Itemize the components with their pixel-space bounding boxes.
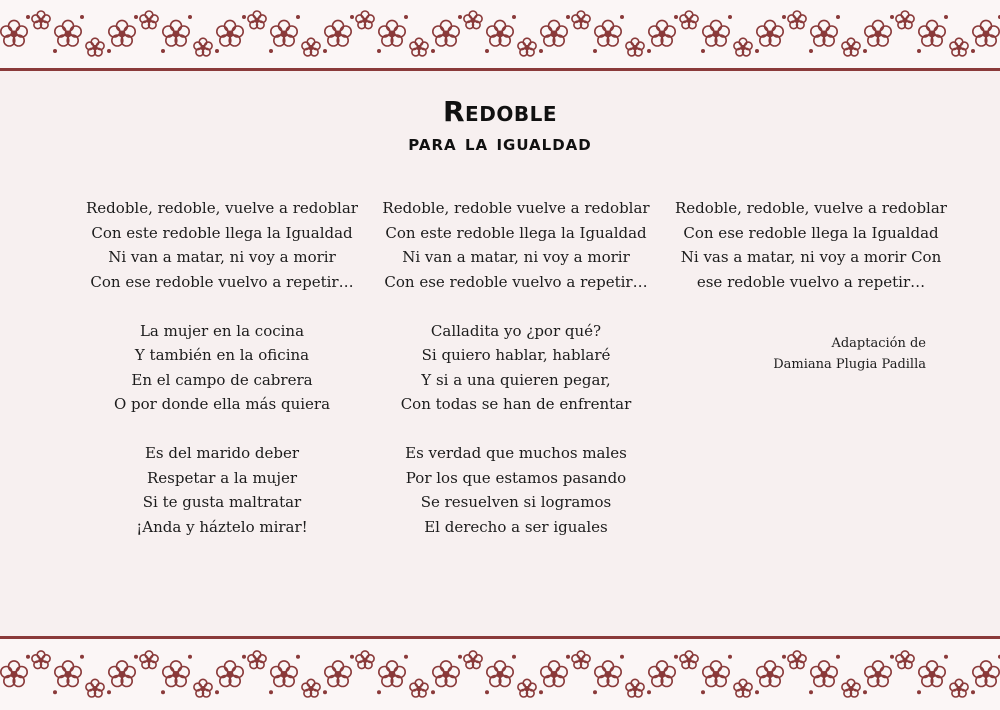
dot-icon	[539, 690, 543, 694]
dot-icon	[566, 655, 570, 659]
stanza	[661, 196, 961, 294]
verse-line: Redoble, redoble vuelve a redoblar	[382, 199, 650, 217]
dot-icon	[593, 690, 597, 694]
flower-icon	[302, 38, 320, 56]
dot-icon	[242, 15, 246, 19]
dot-icon	[80, 15, 84, 19]
verse-line: Por los que estamos pasando	[405, 468, 627, 487]
flower-icon	[950, 38, 968, 56]
dot-icon	[26, 655, 30, 659]
dot-icon	[863, 49, 867, 53]
flower-icon	[788, 651, 806, 669]
dot-icon	[728, 655, 732, 659]
flower-icon	[464, 651, 482, 669]
dot-icon	[944, 655, 948, 659]
flower-icon	[217, 661, 243, 687]
dot-icon	[755, 690, 759, 694]
flower-icon	[734, 679, 752, 697]
flower-icon	[572, 11, 590, 29]
flower-icon	[487, 20, 513, 46]
flower-icon	[464, 11, 482, 29]
dot-icon	[971, 690, 975, 694]
flower-icon	[271, 661, 297, 687]
flower-icon	[541, 20, 567, 46]
flower-icon	[410, 38, 428, 56]
dot-icon	[215, 49, 219, 53]
verse-line: ese redoble vuelvo a repetir…	[696, 272, 926, 291]
verse-line: Calladita yo ¿por qué?	[430, 321, 602, 340]
flower-icon	[55, 661, 81, 687]
dot-icon	[836, 15, 840, 19]
flower-icon	[271, 20, 297, 46]
stanza	[366, 319, 666, 417]
flower-icon	[325, 661, 351, 687]
dot-icon	[80, 655, 84, 659]
flower-icon	[595, 20, 621, 46]
dot-icon	[458, 15, 462, 19]
dot-icon	[593, 49, 597, 53]
verse-line: El derecho a ser iguales	[424, 517, 608, 536]
verse-line: O por donde ella más quiera	[113, 395, 331, 413]
verse-line: Con ese redoble llega la Igualdad	[683, 223, 939, 242]
poem-title	[0, 95, 1000, 157]
flower-icon	[194, 679, 212, 697]
dot-icon	[566, 15, 570, 19]
flower-icon	[1, 20, 27, 46]
flower-icon	[248, 11, 266, 29]
flower-icon	[55, 20, 81, 46]
flower-icon	[163, 20, 189, 46]
dot-icon	[782, 15, 786, 19]
flower-icon	[788, 11, 806, 29]
verse-line: Si te gusta maltratar	[142, 493, 302, 511]
flower-icon	[356, 651, 374, 669]
dot-icon	[917, 690, 921, 694]
dot-icon	[539, 49, 543, 53]
dot-icon	[917, 49, 921, 53]
verse-line: Con ese redoble vuelvo a repetir…	[90, 272, 354, 291]
flower-icon	[109, 661, 135, 687]
credit-label: Adaptación de	[831, 336, 926, 351]
dot-icon	[863, 690, 867, 694]
dot-icon	[809, 49, 813, 53]
flower-icon	[410, 679, 428, 697]
flower-icon	[973, 661, 999, 687]
flower-icon	[626, 679, 644, 697]
verse-line: Se resuelven si logramos	[420, 493, 612, 511]
flower-icon	[379, 661, 405, 687]
verse-line: La mujer en la cocina	[139, 321, 305, 340]
flower-icon	[433, 661, 459, 687]
flower-icon	[703, 20, 729, 46]
dot-icon	[944, 15, 948, 19]
dot-icon	[296, 15, 300, 19]
poem-column-2	[366, 196, 666, 564]
dot-icon	[134, 15, 138, 19]
dot-icon	[188, 655, 192, 659]
dot-icon	[836, 655, 840, 659]
stanza	[72, 196, 372, 294]
poem-column-1	[72, 196, 372, 564]
dot-icon	[53, 49, 57, 53]
flower-icon	[32, 651, 50, 669]
dot-icon	[485, 49, 489, 53]
dot-icon	[647, 690, 651, 694]
flower-icon	[325, 20, 351, 46]
dot-icon	[188, 15, 192, 19]
stanza	[72, 441, 372, 539]
verse-line: Es del marido deber	[144, 444, 300, 462]
verse-line: ¡Anda y háztelo mirar!	[136, 517, 308, 536]
dot-icon	[890, 15, 894, 19]
flower-icon	[140, 11, 158, 29]
flower-icon	[433, 20, 459, 46]
verse-line: Con este redoble llega la Igualdad	[91, 223, 353, 242]
poem-column-3	[661, 196, 961, 319]
dot-icon	[242, 655, 246, 659]
dot-icon	[161, 690, 165, 694]
dot-icon	[512, 15, 516, 19]
flower-icon	[356, 11, 374, 29]
stanza	[72, 319, 372, 417]
verse-line: Con todas se han de enfrentar	[400, 395, 632, 413]
flower-icon	[649, 661, 675, 687]
verse-line: Redoble, redoble, vuelve a redoblar	[675, 199, 947, 217]
verse-line: Es verdad que muchos males	[405, 444, 627, 462]
flower-icon	[896, 651, 914, 669]
flower-icon	[86, 679, 104, 697]
flower-icon	[140, 651, 158, 669]
dot-icon	[647, 49, 651, 53]
flower-icon	[973, 20, 999, 46]
flower-icon	[811, 20, 837, 46]
flower-pattern	[0, 0, 1000, 68]
dot-icon	[53, 690, 57, 694]
verse-line: Y también en la oficina	[134, 346, 310, 364]
verse-line: Ni van a matar, ni voy a morir	[108, 248, 336, 266]
flower-icon	[757, 661, 783, 687]
dot-icon	[620, 15, 624, 19]
flower-icon	[680, 11, 698, 29]
flower-icon	[518, 38, 536, 56]
dot-icon	[782, 655, 786, 659]
dot-icon	[701, 690, 705, 694]
flower-icon	[109, 20, 135, 46]
verse-line: Con este redoble llega la Igualdad	[385, 223, 647, 242]
flower-icon	[86, 38, 104, 56]
flower-icon	[163, 661, 189, 687]
dot-icon	[377, 690, 381, 694]
dot-icon	[404, 655, 408, 659]
bottom-floral-border	[0, 636, 1000, 710]
dot-icon	[323, 690, 327, 694]
flower-icon	[248, 651, 266, 669]
flower-icon	[842, 679, 860, 697]
flower-icon	[757, 20, 783, 46]
dot-icon	[269, 49, 273, 53]
dot-icon	[269, 690, 273, 694]
dot-icon	[701, 49, 705, 53]
flower-icon	[919, 661, 945, 687]
dot-icon	[512, 655, 516, 659]
adaptation-credit	[773, 333, 926, 375]
dot-icon	[674, 655, 678, 659]
title-main: Redoble	[443, 95, 557, 128]
dot-icon	[323, 49, 327, 53]
flower-icon	[487, 661, 513, 687]
top-floral-border	[0, 0, 1000, 71]
verse-line: Si quiero hablar, hablaré	[421, 346, 611, 364]
flower-icon	[572, 651, 590, 669]
verse-line: En el campo de cabrera	[131, 370, 313, 389]
dot-icon	[674, 15, 678, 19]
flower-icon	[626, 38, 644, 56]
dot-icon	[890, 655, 894, 659]
credit-author: Damiana Plugia Padilla	[773, 357, 926, 372]
flower-icon	[865, 661, 891, 687]
flower-icon	[865, 20, 891, 46]
flower-icon	[734, 38, 752, 56]
stanza	[366, 196, 666, 294]
verse-line: Respetar a la mujer	[146, 468, 298, 487]
dot-icon	[350, 15, 354, 19]
dot-icon	[971, 49, 975, 53]
dot-icon	[107, 49, 111, 53]
flower-icon	[649, 20, 675, 46]
flower-icon	[518, 679, 536, 697]
dot-icon	[161, 49, 165, 53]
flower-icon	[379, 20, 405, 46]
flower-icon	[595, 661, 621, 687]
dot-icon	[215, 690, 219, 694]
dot-icon	[404, 15, 408, 19]
dot-icon	[620, 655, 624, 659]
flower-icon	[703, 661, 729, 687]
flower-icon	[680, 651, 698, 669]
dot-icon	[458, 655, 462, 659]
verse-line: Y si a una quieren pegar,	[421, 370, 611, 389]
flower-icon	[919, 20, 945, 46]
verse-line: Redoble, redoble, vuelve a redoblar	[86, 199, 358, 217]
dot-icon	[485, 690, 489, 694]
dot-icon	[755, 49, 759, 53]
flower-icon	[217, 20, 243, 46]
dot-icon	[26, 15, 30, 19]
verse-line: Ni vas a matar, ni voy a morir Con	[680, 248, 942, 266]
flower-icon	[811, 661, 837, 687]
flower-icon	[194, 38, 212, 56]
verse-line: Con ese redoble vuelvo a repetir…	[384, 272, 648, 291]
dot-icon	[107, 690, 111, 694]
dot-icon	[728, 15, 732, 19]
flower-icon	[302, 679, 320, 697]
dot-icon	[431, 49, 435, 53]
flower-icon	[1, 661, 27, 687]
flower-icon	[896, 11, 914, 29]
flower-icon	[541, 661, 567, 687]
dot-icon	[296, 655, 300, 659]
stanza	[366, 441, 666, 539]
verse-line: Ni van a matar, ni voy a morir	[402, 248, 630, 266]
dot-icon	[431, 690, 435, 694]
flower-icon	[32, 11, 50, 29]
dot-icon	[350, 655, 354, 659]
dot-icon	[377, 49, 381, 53]
flower-pattern	[0, 639, 1000, 710]
dot-icon	[809, 690, 813, 694]
flower-icon	[950, 679, 968, 697]
title-subtitle: para la igualdad	[408, 131, 592, 155]
dot-icon	[134, 655, 138, 659]
flower-icon	[842, 38, 860, 56]
